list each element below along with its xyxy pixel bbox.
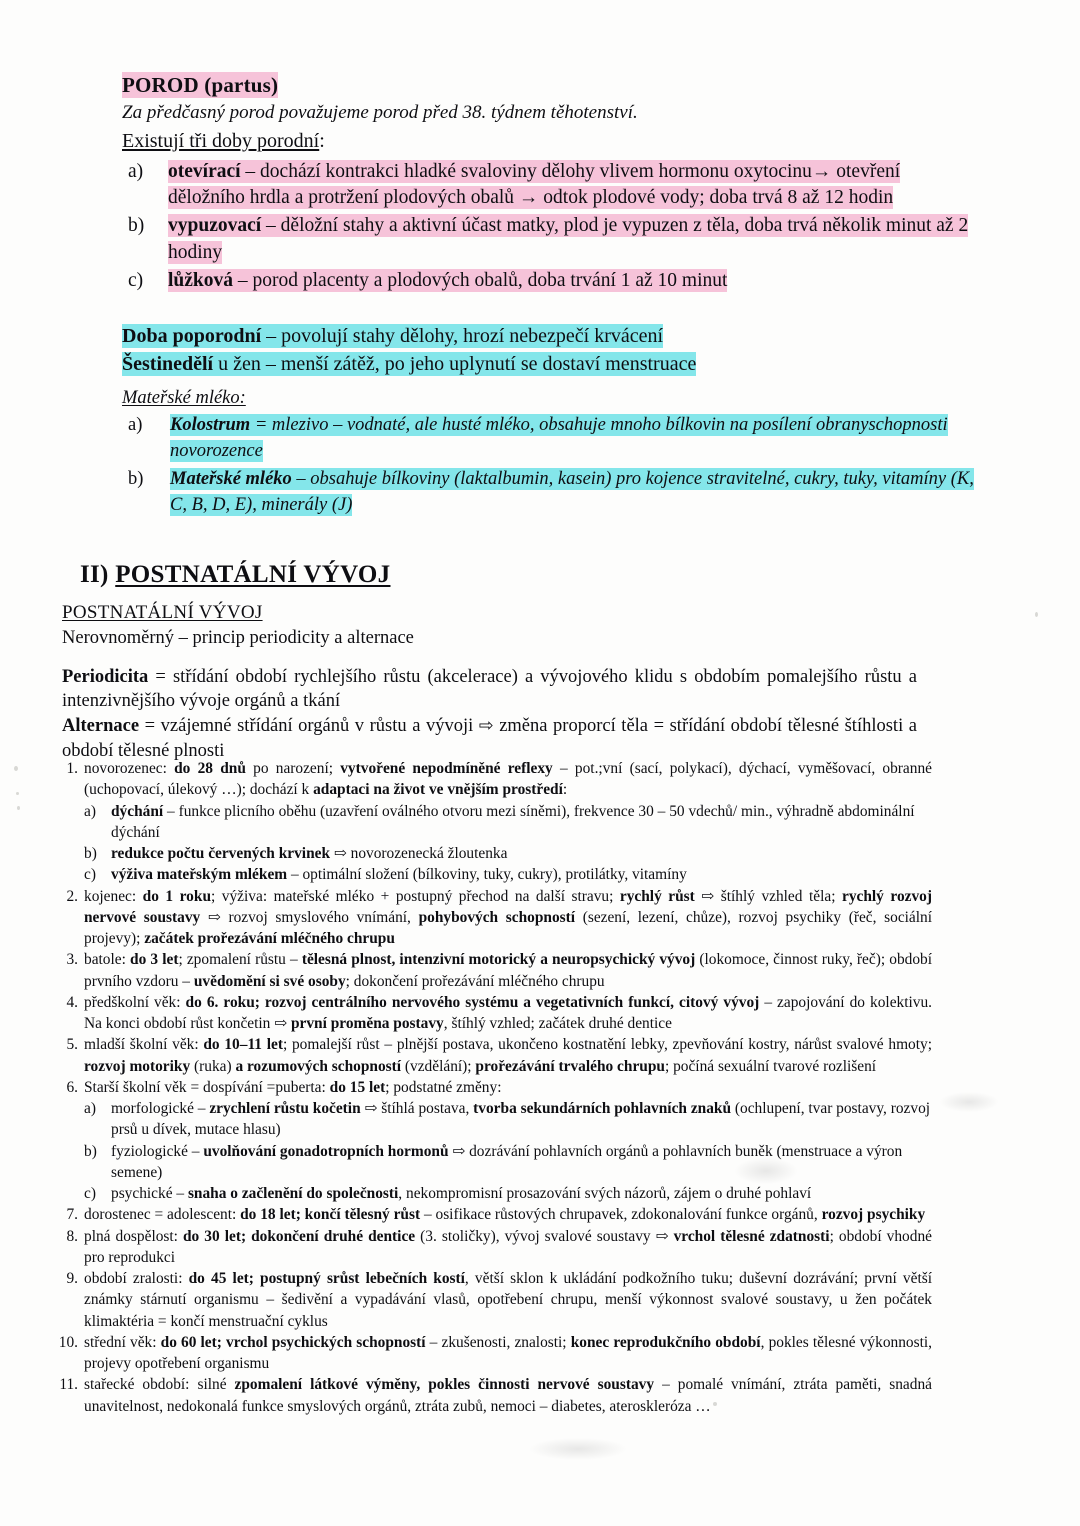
plain-text: ; zpomalení růstu – <box>178 951 302 969</box>
life-stage-label: dorostenec <box>84 1206 155 1224</box>
scan-speck <box>14 766 18 771</box>
life-stage-body <box>84 1226 932 1269</box>
emphasised-text: do 15 let <box>329 1078 386 1096</box>
list-term: Kolostrum <box>170 415 251 435</box>
plain-text: , nekompromisní prosazování svých názorů, zájem o druhé pohlaví <box>398 1185 812 1202</box>
life-stage-label: novorozenec: <box>84 760 175 777</box>
life-stage-item <box>52 949 932 992</box>
alternace-text-b: změna proporcí těla = střídání období tělesné štíhlosti a období tělesné plnosti <box>62 716 918 761</box>
life-stage-body <box>84 1034 932 1077</box>
plain-text: ; počíná sexuální tvarové rozlišení <box>664 1057 877 1075</box>
life-stage-item <box>52 1332 932 1375</box>
life-stage-item <box>52 992 932 1035</box>
postnatal-subheading-text: POSTNATÁLNÍ VÝVOJ <box>62 602 263 623</box>
plain-text: : <box>562 781 568 799</box>
list-marker: a) <box>128 415 143 435</box>
plain-text: = dospívání =puberta: <box>190 1078 330 1096</box>
life-stage-label: kojenec: <box>84 887 143 905</box>
life-stage-subitem <box>84 801 932 844</box>
life-stage-item <box>52 1077 932 1205</box>
list-body: – obsahuje bílkoviny (laktalbumin, kasein) pro kojence stravitelné, cukry, tuky, vitamíny (K, C, B, D, E), minerály (J) <box>170 468 974 515</box>
sublist-body <box>111 866 687 883</box>
plain-text: (sezení, lezení, chůze), rozvoj psychiky (řeč, sociální projevy); <box>84 908 933 947</box>
life-stage-item <box>52 886 932 950</box>
alternace-text-a: = vzájemné střídání orgánů v růstu a vývoji <box>139 716 479 737</box>
life-stage-item <box>52 1034 932 1077</box>
emphasised-text: výživa mateřským mlékem <box>111 866 288 884</box>
page-title-highlight <box>122 72 278 98</box>
plain-text: (vzdělání); <box>401 1057 476 1075</box>
list-marker: b) <box>128 215 145 237</box>
emphasised-text: rychlý rozvoj nervové soustavy <box>84 887 932 926</box>
list-body: = mlezivo – vodnaté, ale husté mléko, obsahuje mnoho bílkovin na posílení obranyschopnosti novorozence <box>170 415 948 462</box>
emphasised-text: zpomalení látkové výměny, pokles činnosti nervové soustavy <box>234 1376 655 1394</box>
list-item <box>122 466 982 519</box>
life-stage-item <box>52 758 932 886</box>
emphasised-text: do 6. roku; rozvoj centrálního nervového systému a vegetativních funkcí, citový vývoj <box>185 993 760 1011</box>
postnatal-lead: Nerovnoměrný – princip periodicity a alternace <box>62 627 414 648</box>
emphasised-text: uvolňování gonadotropních hormonů <box>203 1142 449 1160</box>
porod-subtitle: Za předčasný porod považujeme porod před 38. týdnem těhotenství. <box>122 101 638 123</box>
life-stage-label: období zralosti: <box>84 1270 189 1287</box>
emphasised-text: do 1 roku <box>142 887 211 905</box>
porod-list <box>122 159 974 296</box>
life-stage-number: 5. <box>66 1036 78 1054</box>
emphasised-text: do 18 let; končí tělesný růst <box>240 1206 421 1224</box>
life-stage-body <box>84 949 932 992</box>
doba-line <box>122 322 982 350</box>
plain-text: ; období vhodné pro reprodukci <box>84 1227 932 1266</box>
life-stage-number: 7. <box>66 1206 78 1224</box>
alternace-term: Alternace <box>62 716 140 737</box>
life-stage-label: předškolní věk: <box>84 993 186 1011</box>
list-marker: b) <box>128 468 144 489</box>
sublist-body <box>111 845 507 862</box>
doba-line <box>122 350 982 378</box>
scan-speck <box>17 806 20 810</box>
life-stage-subitem <box>84 843 932 864</box>
page-title <box>122 72 974 99</box>
plain-text: (ochlupení, tvar postavy, rozvoj prsů u dívek, mutace hlasu) <box>111 1100 931 1139</box>
emphasised-text: tvorba sekundárních pohlavních znaků <box>473 1100 732 1117</box>
plain-text: ⇨ dozrávání pohlavních orgánů a pohlavních buněk (menstruace a výron semene) <box>111 1142 903 1181</box>
life-stage-body <box>84 1077 932 1098</box>
sublist-marker: a) <box>84 802 96 820</box>
plain-text: – pomalé vnímání, ztráta paměti, snadná unavitelnost, nedokonalá funkce smyslových orgánů, ztráta zubů, nemoci – diabetes, ateroskleróza … <box>84 1376 932 1415</box>
list-body: – dochází kontrakci hladké svaloviny dělohy vlivem hormonu oxytocinu→ otevření děložního hrdla a protržení plodových obalů → odtok plodové vody; doba trvá 8 až 12 hodin <box>168 160 901 209</box>
plain-text: , pokles tělesné výkonnosti, projevy opotřebení organismu <box>84 1333 932 1372</box>
plain-text: – optimální složení (bílkoviny, tuky, cukry), protilátky, vitamíny <box>287 866 687 884</box>
section-porod <box>122 72 974 296</box>
doba-text: – povolují stahy dělohy, hrozí nebezpečí krvácení <box>261 325 664 347</box>
list-marker: c) <box>128 270 144 292</box>
life-stage-body <box>84 886 932 950</box>
plain-text: ; podstatné změny: <box>385 1078 502 1096</box>
list-item <box>122 213 974 267</box>
list-body: – děložní stahy a aktivní účast matky, plod je vypuzen z těla, doba trvá několik minut až 2 hodiny <box>168 215 969 264</box>
list-term: Mateřské mléko <box>170 468 292 489</box>
sublist-body <box>111 1185 811 1202</box>
section-doba-poporodni <box>122 322 982 379</box>
emphasised-text: do 3 let <box>130 951 179 969</box>
plain-text: ⇨ rozvoj smyslového vnímání, <box>200 908 419 926</box>
emphasised-text: do 10–11 let <box>203 1036 283 1054</box>
emphasised-text: začátek prořezávání mléčného chrupu <box>144 930 395 947</box>
section-life-stages <box>52 758 932 1417</box>
emphasised-text: rozvoj psychiky <box>821 1206 926 1224</box>
plain-text: ; pomalejší růst – plnější postava, ukončeno kostnatění lebky, zpevňování kostry, nárůst svalové hmoty; <box>282 1036 932 1054</box>
life-stage-item <box>52 1204 932 1225</box>
scan-speck <box>16 792 19 795</box>
life-stage-subitem <box>84 1183 932 1204</box>
plain-text: – zapojování do kolektivu. Na konci období růst končetin ⇨ <box>84 993 933 1032</box>
list-item <box>122 159 974 213</box>
plain-text: ⇨ štíhlý vzhled těla; <box>694 887 842 905</box>
life-stage-item <box>52 1374 932 1417</box>
plain-text: morfologické – <box>111 1100 210 1117</box>
life-stage-label: stařecké období: <box>84 1376 198 1394</box>
life-stage-number: 9. <box>66 1270 78 1287</box>
emphasised-text: dýchání <box>111 802 164 820</box>
list-text <box>168 214 968 264</box>
plain-text: , větší sklon k ukládání podkožního tuku; duševní dozrávání; první větší známky stárnutí organismu – šedivění a vypadávání vlasů, opotřebení chrupu, menší výkonnost svalové soustavy, u žen počátek klimaktéria = končí menstruační cyklus <box>84 1270 932 1330</box>
arrow-icon: ⇨ <box>478 716 494 737</box>
emphasised-text: do 60 let; vrchol psychických schopností <box>160 1333 426 1351</box>
life-stage-number: 11. <box>59 1376 78 1394</box>
life-stage-body <box>84 758 932 801</box>
sublist-body <box>111 1100 930 1138</box>
list-text <box>170 468 974 516</box>
emphasised-text: redukce počtu červených krvinek <box>111 845 331 862</box>
roman-title: POSTNATÁLNÍ VÝVOJ <box>115 560 391 588</box>
list-item <box>122 412 982 465</box>
plain-text: fyziologické – <box>111 1142 204 1160</box>
section-postnatal-intro <box>62 600 917 764</box>
periodicita-paragraph <box>62 665 917 715</box>
life-stage-item <box>52 1268 932 1332</box>
sublist-marker: c) <box>84 866 96 884</box>
emphasised-text: rozvoj motoriky <box>84 1057 191 1075</box>
plain-text: – zkušenosti, znalosti; <box>425 1333 571 1351</box>
scan-smudge <box>530 1438 626 1460</box>
plain-text: (lokomoce, činnost ruky, řeč); období prvního vzdoru – <box>84 951 932 990</box>
emphasised-text: první proměna postavy <box>290 1015 444 1032</box>
plain-text: , štíhlý vzhled; začátek druhé dentice <box>443 1015 672 1032</box>
sublist-marker: b) <box>84 845 97 862</box>
life-stages-list <box>52 758 932 1417</box>
scan-smudge <box>940 1092 998 1112</box>
list-body: – porod placenty a plodových obalů, doba trvání 1 až 10 minut <box>233 270 728 292</box>
list-text <box>168 160 900 210</box>
emphasised-text: do 28 dnů <box>174 760 246 777</box>
doba-term: Doba poporodní <box>122 325 262 347</box>
life-stage-number: 3. <box>66 951 78 969</box>
plain-text: ; dokončení prořezávání mléčného chrupu <box>345 972 605 990</box>
life-stage-number: 10. <box>58 1333 78 1351</box>
life-stage-body <box>84 1374 932 1417</box>
sublist-marker: a) <box>84 1100 96 1117</box>
emphasised-text: do 45 let; postupný srůst lebečních kostí <box>188 1270 465 1287</box>
plain-text: silné <box>197 1376 235 1394</box>
page-title-bold: POROD <box>122 73 199 97</box>
life-stage-body <box>84 1204 932 1225</box>
list-item <box>122 268 974 295</box>
mleko-heading: Mateřské mléko: <box>122 388 246 408</box>
life-stage-subitem <box>84 1098 932 1141</box>
doba-text: u žen – menší zátěž, po jeho uplynutí se dostaví menstruace <box>213 353 697 376</box>
emphasised-text: do 30 let; dokončení druhé dentice <box>183 1227 416 1245</box>
life-stage-label: mladší školní věk: <box>84 1036 204 1054</box>
life-stage-label: Starší školní věk <box>84 1078 191 1096</box>
emphasised-text: konec reprodukčního období <box>570 1333 761 1351</box>
emphasised-text: snaha o začlenění do společnosti <box>187 1185 399 1202</box>
life-stage-item <box>52 1226 932 1269</box>
scan-speck <box>1035 612 1038 617</box>
life-stage-number: 4. <box>66 993 78 1011</box>
list-term: vypuzovací <box>168 215 262 237</box>
life-stage-label: plná dospělost: <box>84 1227 183 1245</box>
life-stage-sublist <box>84 1098 932 1204</box>
plain-text: (3. stoličky), vývoj svalové soustavy ⇨ <box>415 1227 674 1245</box>
emphasised-text: vrchol tělesné zdatnosti <box>673 1227 830 1245</box>
plain-text: ; výživa: mateřské mléko + postupný přechod na další stravu; <box>211 887 620 905</box>
list-term: lůžková <box>168 270 234 292</box>
life-stage-body <box>84 1332 932 1375</box>
emphasised-text: a rozumových schopností <box>235 1057 402 1075</box>
sublist-body <box>111 803 915 841</box>
spacer <box>62 651 917 665</box>
life-stage-subitem <box>84 1141 932 1184</box>
emphasised-text: tělesná plnost, intenzivní motorický a neuropsychický vývoj <box>301 951 696 969</box>
plain-text: – funkce plicního oběhu (uzavření oválného otvoru mezi síněmi), frekvence 30 – 50 vdechů/ min., výhradně abdominální dýchání <box>111 802 915 841</box>
plain-text: ⇨ štíhlá postava, <box>360 1100 474 1117</box>
emphasised-text: vytvořené nepodmíněné reflexy <box>340 760 553 777</box>
list-text <box>168 269 727 292</box>
porod-intro <box>122 128 974 155</box>
postnatal-subheading <box>62 600 917 626</box>
life-stage-number: 2. <box>66 887 78 905</box>
plain-text: psychické – <box>111 1185 188 1202</box>
life-stage-subitem <box>84 864 932 885</box>
periodicita-term: Periodicita <box>62 666 149 687</box>
life-stage-body <box>84 992 932 1035</box>
list-marker: a) <box>128 160 144 182</box>
life-stage-number: 6. <box>66 1078 78 1096</box>
section-heading-roman <box>80 561 390 589</box>
list-text <box>170 414 948 462</box>
sublist-marker: b) <box>84 1142 97 1160</box>
life-stage-number: 1. <box>66 760 78 777</box>
sublist-marker: c) <box>84 1185 96 1202</box>
life-stage-sublist <box>84 801 932 886</box>
emphasised-text: pohybových schopností <box>418 908 576 926</box>
periodicita-text: = střídání období rychlejšího růstu (akcelerace) a vývojového klidu s obdobím pomalejšího růstu a intenzivnějšího vývoje orgánů a tkání <box>62 666 917 712</box>
plain-text: po narození; <box>245 760 341 777</box>
emphasised-text: prořezávání trvalého chrupu <box>475 1057 665 1075</box>
sublist-body <box>111 1143 902 1181</box>
page-title-rest: (partus) <box>198 73 279 97</box>
porod-intro-colon: : <box>319 129 325 152</box>
mleko-list <box>122 412 982 518</box>
section-materske-mleko <box>122 388 982 519</box>
emphasised-text: uvědomění si své osoby <box>193 972 346 990</box>
emphasised-text: zrychlení růstu kočetin <box>209 1100 361 1117</box>
list-term: otevírací <box>168 160 241 182</box>
plain-text: – osifikace růstových chrupavek, zdokonalování funkce orgánů, <box>420 1206 822 1224</box>
plain-text: (ruka) <box>190 1057 236 1075</box>
roman-numeral: II) <box>80 560 116 588</box>
porod-intro-underlined: Existují tři doby porodní <box>122 129 320 152</box>
doba-term: Šestinedělí <box>122 353 214 376</box>
life-stage-number: 8. <box>66 1227 78 1245</box>
life-stage-label: batole: <box>84 951 131 969</box>
plain-text: – pot.;vní (sací, polykací), dýchací, vyměšovací, obranné (uchopovací, úlekový …); dochází k <box>84 760 932 799</box>
plain-text: ⇨ novorozenecká žloutenka <box>330 845 508 862</box>
life-stage-body <box>84 1268 932 1332</box>
plain-text: = adolescent: <box>154 1206 241 1224</box>
life-stage-label: střední věk: <box>84 1333 161 1351</box>
emphasised-text: adaptaci na život ve vnějším prostředí <box>313 781 563 799</box>
emphasised-text: rychlý růst <box>619 887 695 905</box>
alternace-paragraph <box>62 714 917 764</box>
